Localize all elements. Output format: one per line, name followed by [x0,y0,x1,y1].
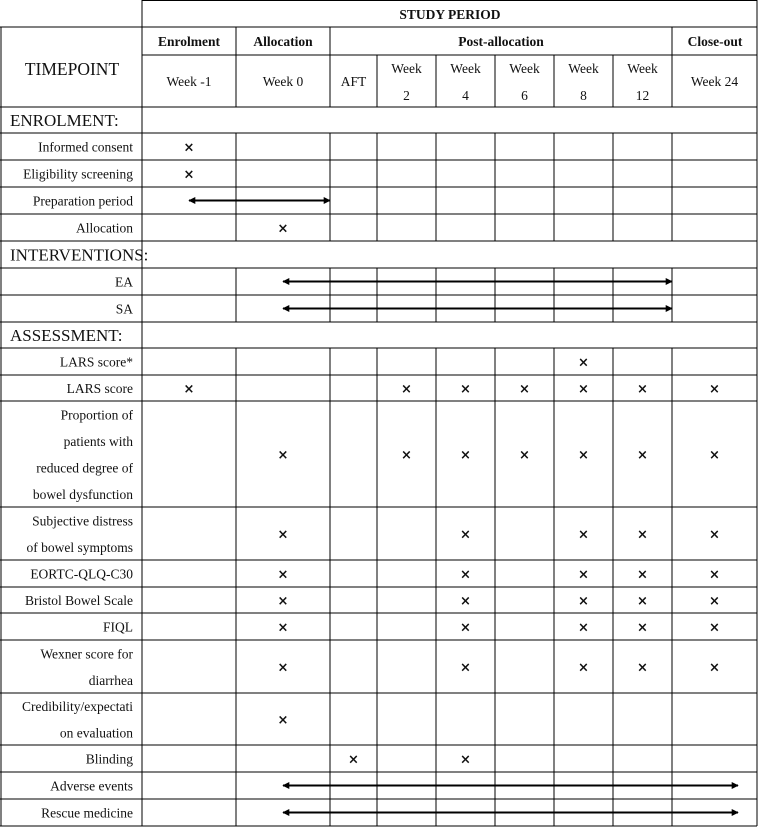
schedule-mark: × [637,660,648,676]
row-label: Wexner score for diarrhea [40,646,133,688]
schedule-mark: × [709,382,720,397]
schedule-mark: × [460,567,471,583]
schedule-mark: × [709,594,720,609]
schedule-mark: × [460,527,471,543]
schedule-mark: × [277,713,289,728]
row-label: Proportion of patients with reduced degree of bowel dysfunction [32,407,133,502]
row-label: EA [115,274,133,290]
timepoint-header: Week 2 [391,61,422,103]
schedule-mark: × [578,448,589,463]
section-heading-assessment: ASSESSMENT: [10,326,123,345]
schedule-mark: × [637,527,648,543]
schedule-mark: × [183,167,195,183]
schedule-mark: × [637,594,648,609]
schedule-mark: × [277,527,289,543]
phase-post-allocation: Post-allocation [458,34,544,49]
schedule-mark: × [277,567,289,583]
row-label: Bristol Bowel Scale [25,593,133,608]
timepoint-header: AFT [340,74,367,89]
schedule-mark: × [460,382,471,397]
schedule-mark: × [709,448,720,463]
timepoint-header: Week 6 [509,61,540,103]
schedule-mark: × [578,382,589,397]
schedule-mark: × [519,448,530,463]
timepoint-header: Week -1 [166,74,212,89]
row-label: Eligibility screening [23,166,133,182]
schedule-mark: × [578,527,589,543]
row-label: Blinding [85,751,133,767]
row-label: EORTC-QLQ-C30 [30,566,133,582]
schedule-mark: × [183,382,195,397]
schedule-mark: × [519,382,530,397]
schedule-mark: × [277,448,289,463]
schedule-mark: × [578,567,589,583]
schedule-mark: × [709,527,720,543]
row-label: Adverse events [50,778,133,794]
row-label: Rescue medicine [41,805,133,821]
row-label: SA [115,301,133,317]
row-label: Preparation period [32,193,133,209]
schedule-mark: × [401,382,412,397]
schedule-mark: × [277,594,289,609]
row-label: LARS score* [59,354,133,370]
schedule-mark: × [578,660,589,676]
study-period-heading: STUDY PERIOD [399,7,501,22]
phase-allocation: Allocation [253,34,313,49]
section-heading-interventions: INTERVENTIONS: [10,245,149,265]
timepoint-header: Week 8 [568,61,599,103]
timepoint-label: TIMEPOINT [24,59,120,79]
schedule-mark: × [637,448,648,463]
schedule-mark: × [348,752,359,768]
timepoint-header: Week 4 [450,61,481,103]
schedule-mark: × [277,221,289,237]
row-label: LARS score [66,381,133,396]
schedule-mark: × [637,382,648,397]
schedule-mark: × [401,448,412,463]
schedule-mark: × [460,594,471,609]
schedule-mark: × [637,620,648,636]
schedule-mark: × [460,660,471,676]
schedule-mark: × [637,567,648,583]
timepoint-header: Week 0 [262,74,304,89]
row-label: Subjective distress of bowel symptoms [26,513,133,555]
timepoint-header: Week 12 [627,61,658,103]
schedule-mark: × [277,620,289,636]
schedule-mark: × [709,660,720,676]
phase-enrolment: Enrolment [157,34,221,49]
schedule-mark: × [709,620,720,636]
schedule-mark: × [460,752,471,768]
schedule-mark: × [578,594,589,609]
schedule-mark: × [578,620,589,636]
row-label: Informed consent [38,139,133,155]
row-label: Allocation [76,220,133,236]
schedule-mark: × [709,567,720,583]
row-label: FIQL [103,619,133,635]
phase-close-out: Close-out [687,34,743,49]
schedule-mark: × [277,660,289,676]
schedule-mark: × [460,448,471,463]
schedule-mark: × [578,355,589,371]
row-label: Credibility/expectati on evaluation [22,698,133,741]
schedule-mark: × [183,140,195,156]
section-heading-enrolment: ENROLMENT: [10,111,119,130]
schedule-mark: × [460,620,471,636]
timepoint-header: Week 24 [690,74,739,89]
